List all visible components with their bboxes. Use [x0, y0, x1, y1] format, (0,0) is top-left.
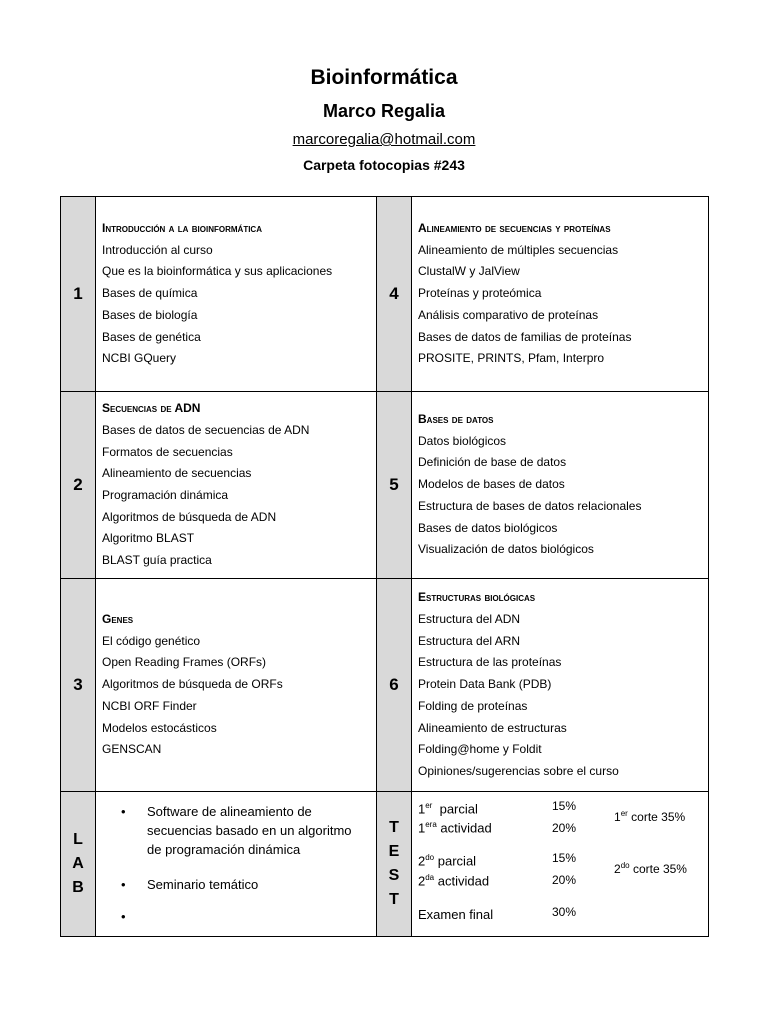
lab-label-cell [60, 791, 96, 937]
unit-topic: Algoritmos de búsqueda de ADN [102, 509, 277, 524]
bullet-icon: • [121, 877, 126, 892]
unit-topic: BLAST guía practica [102, 553, 212, 568]
test-content-cell [411, 791, 709, 937]
unit-number: 5 [389, 475, 399, 494]
unit-topic: Bases de datos biológicos [418, 520, 558, 535]
unit-topic: Datos biológicos [418, 433, 507, 448]
unit-number-cell [376, 391, 412, 579]
unit-content-cell [95, 578, 377, 792]
unit-topic: Bases de genética [102, 329, 201, 344]
unit-topic: Bases de biología [102, 307, 198, 322]
unit-topic: Algoritmo BLAST [102, 531, 195, 546]
lab-letter: A [72, 855, 84, 872]
unit-heading: Alineamiento de secuencias y proteínas [418, 221, 611, 236]
unit-topic: Estructura de bases de datos relacionales [418, 498, 642, 513]
unit-heading: Genes [102, 612, 134, 627]
unit-topic: Open Reading Frames (ORFs) [102, 655, 267, 670]
unit-number: 3 [73, 675, 83, 694]
unit-topic: PROSITE, PRINTS, Pfam, Interpro [418, 351, 605, 366]
test-row-label: $2^{do}$ parcial [418, 853, 477, 869]
unit-number: 2 [73, 475, 83, 494]
unit-topic: Modelos estocásticos [102, 720, 217, 735]
unit-topic: Bases de datos de secuencias de ADN [102, 422, 310, 437]
unit-topic: Proteínas y proteómica [418, 286, 542, 301]
unit-topic: Algoritmos de búsqueda de ORFs [102, 677, 283, 692]
unit-topic: Alineamiento de múltiples secuencias [418, 242, 619, 257]
unit-heading: Bases de datos [418, 412, 494, 427]
test-letter: E [388, 843, 400, 860]
unit-number: 4 [389, 284, 399, 303]
unit-topic: Estructura del ADN [418, 612, 521, 627]
unit-topic: Estructura del ARN [418, 633, 521, 648]
unit-number: 6 [389, 675, 399, 694]
test-row-label: Examen final [418, 907, 494, 922]
lab-item-text: Software de alineamiento de secuencias basado en un algoritmo de programación dinámica [147, 804, 352, 857]
lab-content-cell [95, 791, 377, 937]
test-letter: T [389, 819, 399, 836]
unit-topic: Protein Data Bank (PDB) [418, 677, 552, 692]
bullet-icon: • [121, 804, 126, 819]
unit-topic: Definición de base de datos [418, 455, 567, 470]
unit-number-cell [376, 578, 412, 792]
test-row-value: 15% [552, 799, 577, 813]
test-row-value: 15% [552, 851, 577, 865]
unit-topic: Folding@home y Foldit [418, 742, 542, 757]
unit-content-cell [411, 391, 709, 579]
test-row-label: $1^{era}$ actividad [418, 820, 492, 836]
unit-content-cell [95, 391, 377, 579]
test-row-value: 30% [552, 905, 577, 919]
lab-letter: B [72, 879, 84, 896]
test-corte: 1er corte 35% [614, 809, 686, 824]
unit-topic: Modelos de bases de datos [418, 477, 565, 492]
unit-number-cell [60, 578, 96, 792]
unit-topic: ClustalW y JalView [418, 264, 520, 279]
unit-number: 1 [73, 284, 83, 303]
unit-topic: Visualización de datos biológicos [418, 542, 594, 557]
test-label-cell [376, 791, 412, 937]
unit-content-cell [411, 196, 709, 392]
unit-topic: Estructura de las proteínas [418, 655, 562, 670]
test-row-value: 20% [552, 821, 577, 835]
author-name: Marco Regalia [322, 101, 446, 121]
unit-topic: Folding de proteínas [418, 698, 528, 713]
unit-heading: Introducción a la bioinformática [102, 221, 262, 236]
unit-content-cell [95, 196, 377, 392]
unit-topic: Que es la bioinformática y sus aplicaciones [102, 264, 333, 279]
unit-topic: Opiniones/sugerencias sobre el curso [418, 763, 619, 778]
bullet-icon: • [121, 909, 126, 924]
unit-topic: Análisis comparativo de proteínas [418, 307, 599, 322]
unit-topic: NCBI ORF Finder [102, 698, 197, 713]
unit-topic: Introducción al curso [102, 242, 213, 257]
unit-topic: Bases de datos de familias de proteínas [418, 329, 632, 344]
author-email-link[interactable]: marcoregalia@hotmail.com [292, 131, 476, 148]
lab-letter: L [73, 831, 83, 848]
unit-content-cell [411, 578, 709, 792]
test-row-label: $2^{da}$ actividad [418, 873, 490, 889]
unit-heading: Secuencias de ADN [102, 401, 201, 416]
test-letter: T [389, 891, 399, 908]
unit-heading: Estructuras biológicas [418, 590, 536, 605]
test-corte: $2^{do}$ corte 35% [614, 861, 687, 876]
test-row-value: 20% [552, 873, 577, 887]
lab-item-text: Seminario temático [147, 877, 259, 892]
unit-topic: NCBI GQuery [102, 351, 177, 366]
unit-topic: Programación dinámica [102, 488, 229, 502]
photocopy-folder: Carpeta fotocopias #243 [303, 157, 465, 173]
unit-number-cell [60, 391, 96, 579]
unit-number-cell [60, 196, 96, 392]
unit-topic: Alineamiento de estructuras [418, 720, 567, 735]
unit-topic: Formatos de secuencias [102, 444, 233, 459]
unit-topic: Bases de química [102, 286, 198, 301]
test-letter: S [388, 867, 400, 884]
unit-topic: Alineamiento de secuencias [102, 466, 252, 481]
unit-topic: GENSCAN [102, 742, 162, 757]
document-title: Bioinformática [310, 66, 458, 89]
unit-number-cell [376, 196, 412, 392]
unit-topic: El código genético [102, 633, 201, 648]
test-row-label: 1er parcial [418, 801, 478, 817]
